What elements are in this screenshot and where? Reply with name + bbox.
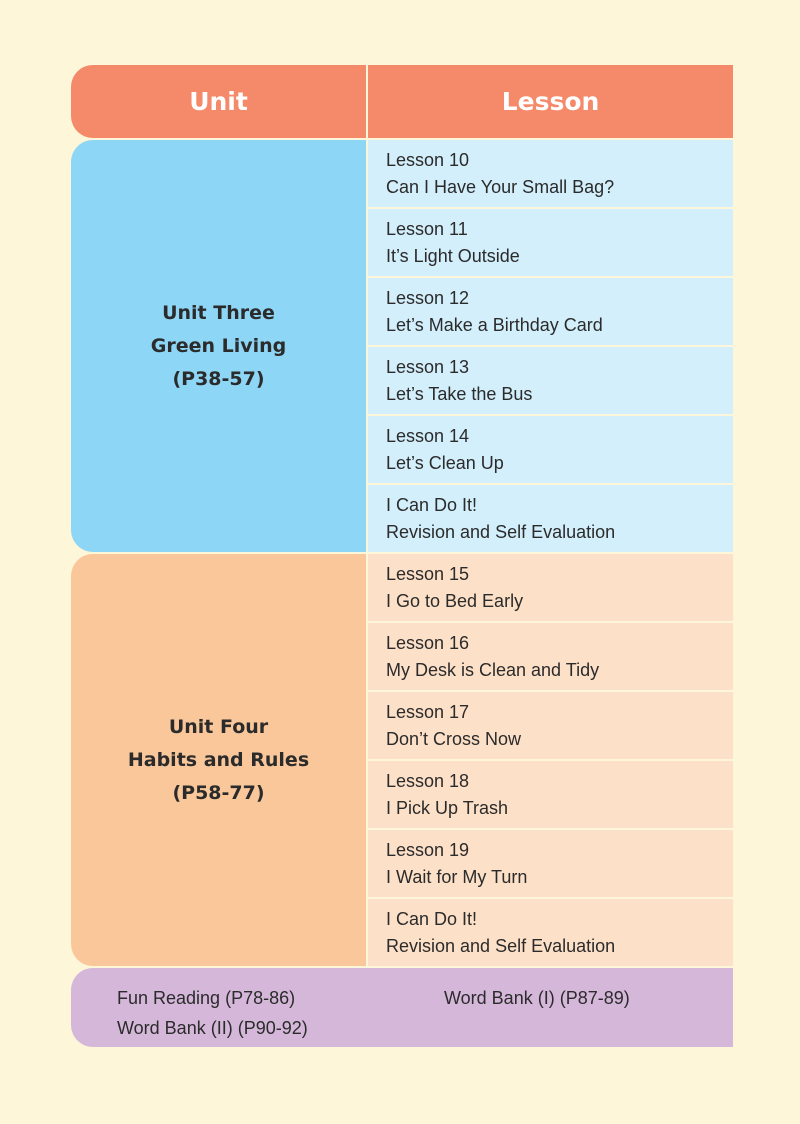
unit-subtitle: Green Living (150, 334, 287, 357)
unit-pages: (P58-77) (172, 781, 265, 804)
unit-four-lessons (368, 554, 733, 966)
lesson-row[interactable] (368, 692, 733, 759)
lesson-number: Lesson 16 (386, 632, 470, 653)
lesson-row[interactable] (368, 416, 733, 483)
table-of-contents (71, 65, 733, 1047)
lesson-row[interactable] (368, 209, 733, 276)
lesson-title: Revision and Self Evaluation (386, 521, 616, 542)
lesson-row[interactable] (368, 623, 733, 690)
unit-four-section (71, 554, 733, 966)
lesson-title: It’s Light Outside (386, 245, 520, 266)
lesson-title: I Go to Bed Early (386, 590, 524, 611)
lesson-title: Can I Have Your Small Bag? (386, 176, 615, 197)
lesson-number: Lesson 14 (386, 425, 470, 446)
lesson-number: Lesson 17 (386, 701, 470, 722)
lesson-row[interactable] (368, 347, 733, 414)
fun-reading-entry[interactable]: Fun Reading (P78-86) (117, 988, 296, 1008)
lesson-number: Lesson 15 (386, 563, 470, 584)
lesson-number: Lesson 13 (386, 356, 470, 377)
lesson-title: Let’s Clean Up (386, 452, 504, 473)
lesson-title: My Desk is Clean and Tidy (386, 659, 600, 680)
lesson-title: Let’s Take the Bus (386, 383, 533, 404)
revision-row[interactable] (368, 485, 733, 552)
revision-row[interactable] (368, 899, 733, 966)
unit-four-cell (71, 554, 368, 966)
unit-three-cell (71, 140, 368, 552)
unit-name: Unit Four (168, 715, 269, 738)
unit-three-lessons (368, 140, 733, 552)
lesson-column-header: Lesson (501, 87, 600, 116)
lesson-title: Let’s Make a Birthday Card (386, 314, 603, 335)
lesson-title: Don’t Cross Now (386, 728, 522, 749)
unit-name: Unit Three (162, 301, 275, 324)
lesson-row[interactable] (368, 278, 733, 345)
lesson-number: Lesson 10 (386, 149, 470, 170)
lesson-title: I Wait for My Turn (386, 866, 528, 887)
lesson-title: Revision and Self Evaluation (386, 935, 616, 956)
extras-section (71, 968, 733, 1047)
lesson-number: I Can Do It! (386, 908, 478, 929)
unit-pages: (P38-57) (172, 367, 265, 390)
lesson-number: I Can Do It! (386, 494, 478, 515)
unit-column-header: Unit (71, 65, 368, 138)
unit-three-section (71, 140, 733, 552)
lesson-number: Lesson 11 (386, 218, 468, 239)
word-bank-2-entry[interactable]: Word Bank (II) (P90-92) (117, 1018, 308, 1038)
lesson-row[interactable] (368, 554, 733, 621)
unit-subtitle: Habits and Rules (127, 748, 310, 771)
lesson-number: Lesson 18 (386, 770, 470, 791)
lesson-title: I Pick Up Trash (386, 797, 509, 818)
lesson-row[interactable] (368, 830, 733, 897)
lesson-row[interactable] (368, 140, 733, 207)
word-bank-1-entry[interactable]: Word Bank (I) (P87-89) (444, 988, 630, 1008)
lesson-number: Lesson 19 (386, 839, 470, 860)
table-header (71, 65, 733, 138)
lesson-number: Lesson 12 (386, 287, 470, 308)
lesson-row[interactable] (368, 761, 733, 828)
